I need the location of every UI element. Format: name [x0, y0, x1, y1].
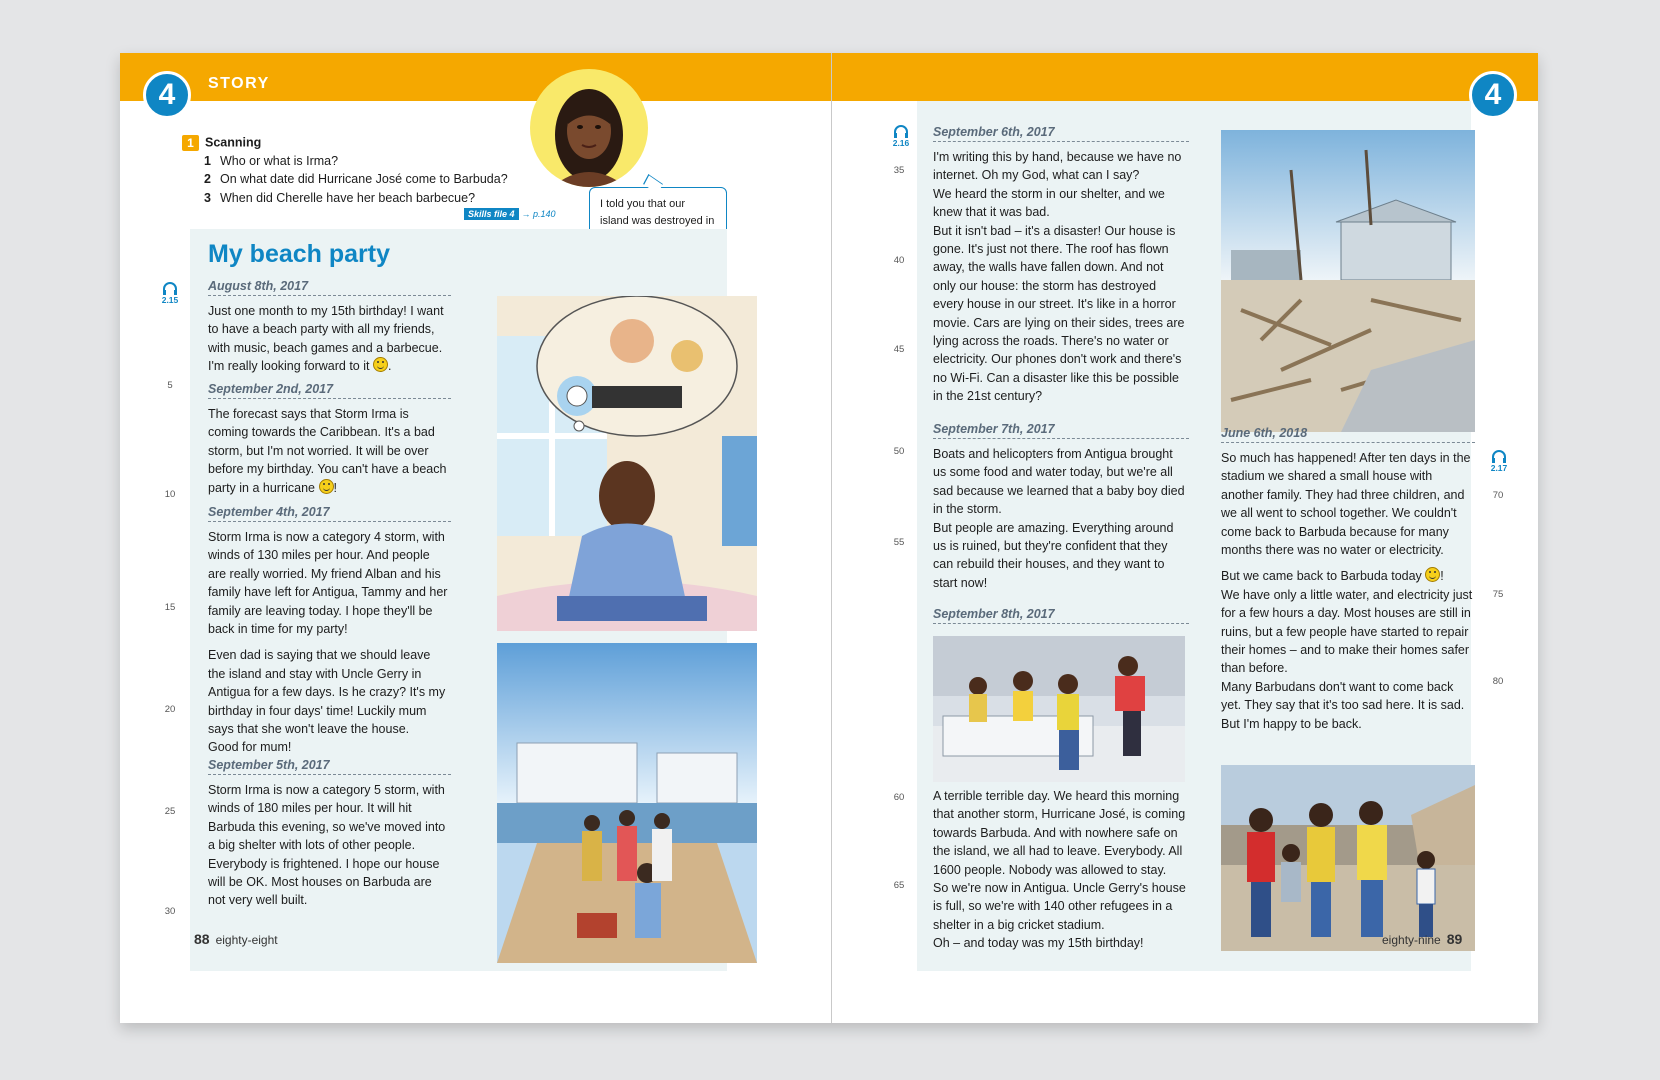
- speech-bubble-tail: [643, 174, 663, 194]
- illustration-shelter: [933, 636, 1185, 782]
- entry-date: September 2nd, 2017: [208, 382, 451, 399]
- skills-file-tag: Skills file 4: [464, 208, 519, 220]
- entry-date: September 4th, 2017: [208, 505, 451, 522]
- unit-badge-right: 4: [1469, 71, 1517, 119]
- page-spine: [831, 53, 832, 1023]
- entry-date: August 8th, 2017: [208, 279, 451, 296]
- entry-text: Boats and helicopters from Antigua brought us some food and water today, but we're all sad because we learned that a baby boy died in the storm.: [933, 447, 1185, 517]
- entry-date: September 5th, 2017: [208, 758, 451, 775]
- line-number: 15: [164, 602, 176, 613]
- entry-text-3: But it isn't bad – it's a disaster! Our house is gone. It's just not there. The roof has flown away, the walls have fallen down. And not only our house: the storm has destroyed every house in our street. It's like in a horror movie. Cars are lying on their sides, trees are lying across the roads. There's no water or electricity. Our phones don't work and there's no Wi-Fi. Can a disaster like this be possible in the 21st century?: [933, 223, 1185, 404]
- illustration-girl-dreaming: [497, 296, 757, 631]
- entry-date: September 8th, 2017: [933, 607, 1189, 624]
- entry-text: Storm Irma is now a category 4 storm, with winds of 130 miles per hour. And people are really worried. My friend Alban and his family have left for Antigua, Tammy and her family are leaving today. I hope they'll be back in time for my party!: [208, 530, 448, 637]
- task-title: Scanning: [205, 135, 262, 150]
- question-3: 3 When did Cherelle have her beach barbecue?: [204, 190, 476, 205]
- unit-badge-left: 4: [143, 71, 191, 119]
- line-number: 70: [1492, 490, 1504, 501]
- skills-file-link[interactable]: [464, 209, 556, 219]
- entry-text: Just one month to my 15th birthday! I want to have a beach party with all my friends, with music, beach games and a barbecue. I'm really looking forward to it: [208, 304, 444, 374]
- entry-text-4: Many Barbudans don't want to come back yet. They say that it's too sad here. It is sad. But I'm happy to be back.: [1221, 679, 1465, 731]
- line-number: 60: [893, 792, 905, 803]
- page-footer-left: [188, 931, 278, 947]
- book-spread: [120, 53, 1538, 1023]
- line-number: 75: [1492, 589, 1504, 600]
- diary-entry-sep-5: [208, 758, 451, 910]
- illustration-coming-home: [1221, 765, 1475, 951]
- page-number-left: 88: [194, 931, 210, 947]
- entry-text-3: Good for mum!: [208, 740, 292, 755]
- entry-text: Storm Irma is now a category 5 storm, with winds of 180 miles per hour. It will hit Barbuda this evening, so we've moved into a big shelter with lots of other people. Everybody is frightened. I hope our house will be OK. Most houses on Barbuda are not very well built.: [208, 783, 446, 908]
- page-word-right: eighty-nine: [1382, 933, 1441, 947]
- line-number: 5: [167, 380, 173, 391]
- entry-text: I'm writing this by hand, because we have no internet. Oh my God, what can I say?: [933, 150, 1182, 183]
- line-number: 20: [164, 704, 176, 715]
- page-word-left: eighty-eight: [215, 933, 278, 947]
- line-number: 40: [893, 255, 905, 266]
- headphones-icon: [893, 125, 909, 138]
- line-number: 25: [164, 806, 176, 817]
- unit-banner: [120, 53, 1538, 101]
- page-footer-right: [1382, 931, 1468, 947]
- diary-entry-sep-6: [933, 125, 1189, 406]
- illustration-destroyed-houses: [1221, 130, 1475, 432]
- smiley-icon: [319, 479, 334, 494]
- entry-text-2: Even dad is saying that we should leave the island and stay with Uncle Gerry in Antigua for a few days. Is he crazy? It's my birthday in four days' time! Luckily mum says that she won't leave the house.: [208, 648, 446, 737]
- entry-text-3: Oh – and today was my 15th birthday!: [933, 936, 1144, 951]
- entry-text: So much has happened! After ten days in the stadium we shared a small house with another family. They had three children, and we all went to school together. We couldn't come back to Barbuda because for many months there was no water or electricity.: [1221, 451, 1471, 558]
- smiley-icon: [1425, 567, 1440, 582]
- line-number: 10: [164, 489, 176, 500]
- story-title: My beach party: [208, 240, 391, 268]
- line-number: 55: [893, 537, 905, 548]
- diary-entry-sep-4: [208, 505, 451, 757]
- line-number: 35: [893, 165, 905, 176]
- section-label: STORY: [208, 75, 270, 92]
- smiley-icon: [373, 357, 388, 372]
- headphones-icon: [1491, 450, 1507, 463]
- diary-entry-sep-7: [933, 422, 1189, 592]
- line-number: 65: [893, 880, 905, 891]
- scanning-task: [182, 133, 582, 207]
- speech-bubble-text: I told you that our island was destroyed in: [600, 198, 715, 227]
- entry-text: A terrible terrible day. We heard this morning that another storm, Hurricane José, is coming towards Barbuda. And with nowhere safe on the island, we all had to leave. Everybody. All 1600 people. Nobody was allowed to stay.: [933, 789, 1186, 877]
- skills-file-ref: → p.140: [521, 209, 556, 219]
- diary-entry-june-6: June 6th, 2018 So much has happened! After ten days in the stadium we shared a small house with another family. They had three children, and we all went to school together. We couldn't come back to Barbuda because for many months there was no water or electricity. But we came back to Barbuda today ! We have only a little water, and electricity just for a few hours a day. Most houses are still in ruins, but a few people have started to repair their homes – and to make their homes safer than before. Many Barbudans don't want to come back yet. They say that it's too sad here. It is sad. But I'm happy to be back.: [1221, 426, 1475, 733]
- line-number: 80: [1492, 676, 1504, 687]
- entry-text-2: So we're now in Antigua. Uncle Gerry's house is full, so we're with 140 other refugees in a shelter in a big cricket stadium.: [933, 881, 1186, 932]
- entry-text-2: But we came back to Barbuda today: [1221, 569, 1422, 584]
- diary-entry-aug-8: August 8th, 2017 Just one month to my 15th birthday! I want to have a beach party with all my friends, with music, beach games and a barbecue. I'm really looking forward to it .: [208, 279, 451, 376]
- entry-date: September 6th, 2017: [933, 125, 1189, 142]
- entry-text-2: But people are amazing. Everything around us is ruined, but they're confident that they can rebuild their houses, and they want to start now!: [933, 520, 1174, 590]
- audio-track-2-16[interactable]: 2.16: [888, 125, 914, 148]
- line-number: 50: [893, 446, 905, 457]
- line-number: 45: [893, 344, 905, 355]
- diary-entry-sep-2: September 2nd, 2017 The forecast says that Storm Irma is coming towards the Caribbean. It's a bad storm, but I'm not worried. It will be over before my birthday. You can't have a beach party in a hurricane !: [208, 382, 451, 497]
- entry-text-3: We have only a little water, and electricity just for a few hours a day. Most houses are still in ruins, but a few people have started to repair their homes – and to make their homes safer than before.: [1221, 587, 1473, 676]
- audio-track-2-17[interactable]: 2.17: [1486, 450, 1512, 473]
- entry-date: June 6th, 2018: [1221, 426, 1475, 443]
- entry-text: The forecast says that Storm Irma is coming towards the Caribbean. It's a bad storm, but I'm not worried. It will be over before my birthday. You can't have a beach party in a hurricane: [208, 407, 447, 495]
- illustration-leaving-by-boat: [497, 643, 757, 963]
- question-2: 2 On what date did Hurricane José come to Barbuda?: [204, 172, 508, 187]
- page-number-right: 89: [1446, 931, 1463, 947]
- task-number: 1: [182, 135, 199, 151]
- diary-entry-sep-8-text: [933, 787, 1189, 953]
- diary-entry-sep-8: [933, 607, 1189, 630]
- narrator-portrait: [530, 69, 648, 187]
- audio-track-2-15[interactable]: 2.15: [157, 282, 183, 305]
- headphones-icon: [162, 282, 178, 295]
- question-1: 1 Who or what is Irma?: [204, 153, 339, 168]
- entry-date: September 7th, 2017: [933, 422, 1189, 439]
- line-number: 30: [164, 906, 176, 917]
- entry-text-2: We heard the storm in our shelter, and we knew that it was bad.: [933, 186, 1165, 220]
